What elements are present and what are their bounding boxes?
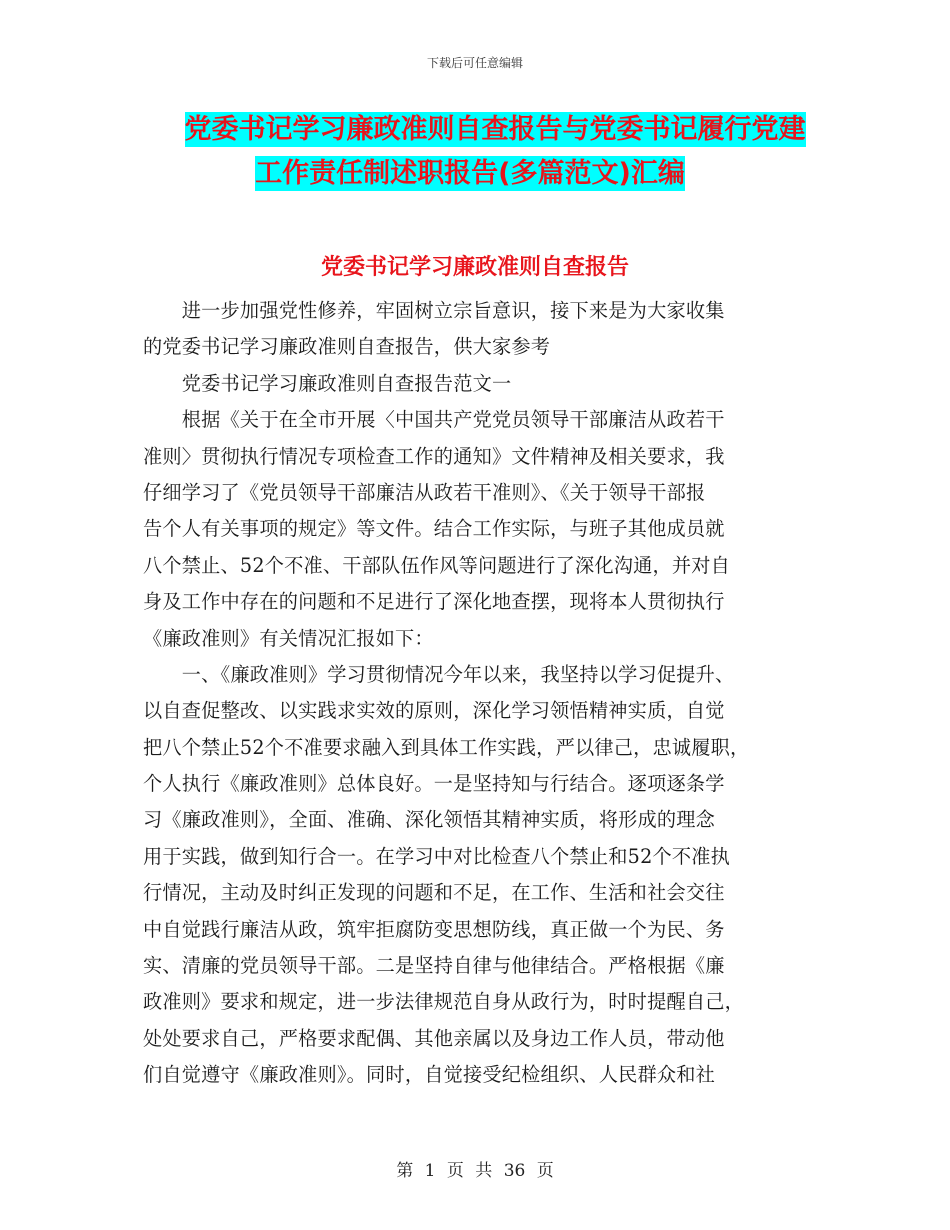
document-title-line-2 [0, 158, 945, 190]
body-line: 党委书记学习廉政准则自查报告范文一 [143, 371, 512, 395]
body-line: 用于实践，做到知行合一。在学习中对比检查八个禁止和52个不准执 [143, 844, 731, 868]
body-line: 一、《廉政准则》学习贯彻情况今年以来，我坚持以学习促提升、 [143, 662, 735, 686]
title-highlight-1: 党委书记学习廉政准则自查报告与党委书记履行党建 [184, 114, 806, 145]
page-footer: 第 1 页 共 36 页 [396, 1161, 554, 1181]
body-line: 把八个禁止52个不准要求融入到具体工作实践，严以律己，忠诚履职， [143, 735, 750, 759]
body-line: 准则〉贯彻执行情况专项检查工作的通知》文件精神及相关要求，我 [143, 444, 725, 468]
body-line: 习《廉政准则》，全面、准确、深化领悟其精神实质，将形成的理念 [143, 808, 716, 832]
body-line: 《廉政准则》有关情况汇报如下： [143, 626, 434, 650]
body-line: 根据《关于在全市开展〈中国共产党党员领导干部廉洁从政若干 [143, 408, 725, 432]
body-line: 以自查促整改、以实践求实效的原则，深化学习领悟精神实质，自觉 [143, 699, 725, 723]
body-line: 仔细学习了《党员领导干部廉洁从政若干准则》、《关于领导干部报 [143, 480, 706, 504]
body-line: 八个禁止、52个不准、干部队伍作风等问题进行了深化沟通，并对自 [143, 553, 731, 577]
body-line: 个人执行《廉政准则》总体良好。一是坚持知与行结合。逐项逐条学 [143, 772, 725, 796]
body-line: 中自觉践行廉洁从政，筑牢拒腐防变思想防线，真正做一个为民、务 [143, 917, 725, 941]
body-line: 的党委书记学习廉政准则自查报告，供大家参考 [143, 335, 551, 359]
body-text [143, 293, 808, 1094]
body-line: 进一步加强党性修养，牢固树立宗旨意识，接下来是为大家收集 [143, 299, 725, 322]
header-note: 下载后可任意编辑 [426, 56, 523, 70]
body-line: 处处要求自己，严格要求配偶、其他亲属以及身边工作人员，带动他 [143, 1026, 725, 1050]
body-line: 实、清廉的党员领导干部。二是坚持自律与他律结合。严格根据《廉 [143, 954, 725, 978]
body-line: 们自觉遵守《廉政准则》。同时，自觉接受纪检组织、人民群众和社 [143, 1063, 716, 1087]
section-title: 党委书记学习廉政准则自查报告 [320, 255, 629, 280]
title-highlight-2: 工作责任制述职报告(多篇范文)汇编 [255, 158, 685, 189]
document-title-line-1 [20, 114, 950, 146]
body-line: 告个人有关事项的规定》等文件。结合工作实际，与班子其他成员就 [143, 517, 725, 541]
body-line: 行情况，主动及时纠正发现的问题和不足，在工作、生活和社会交往 [143, 881, 725, 905]
body-line: 身及工作中存在的问题和不足进行了深化地查摆，现将本人贯彻执行 [143, 590, 725, 614]
body-line: 政准则》要求和规定，进一步法律规范自身从政行为，时时提醒自己， [143, 990, 745, 1014]
